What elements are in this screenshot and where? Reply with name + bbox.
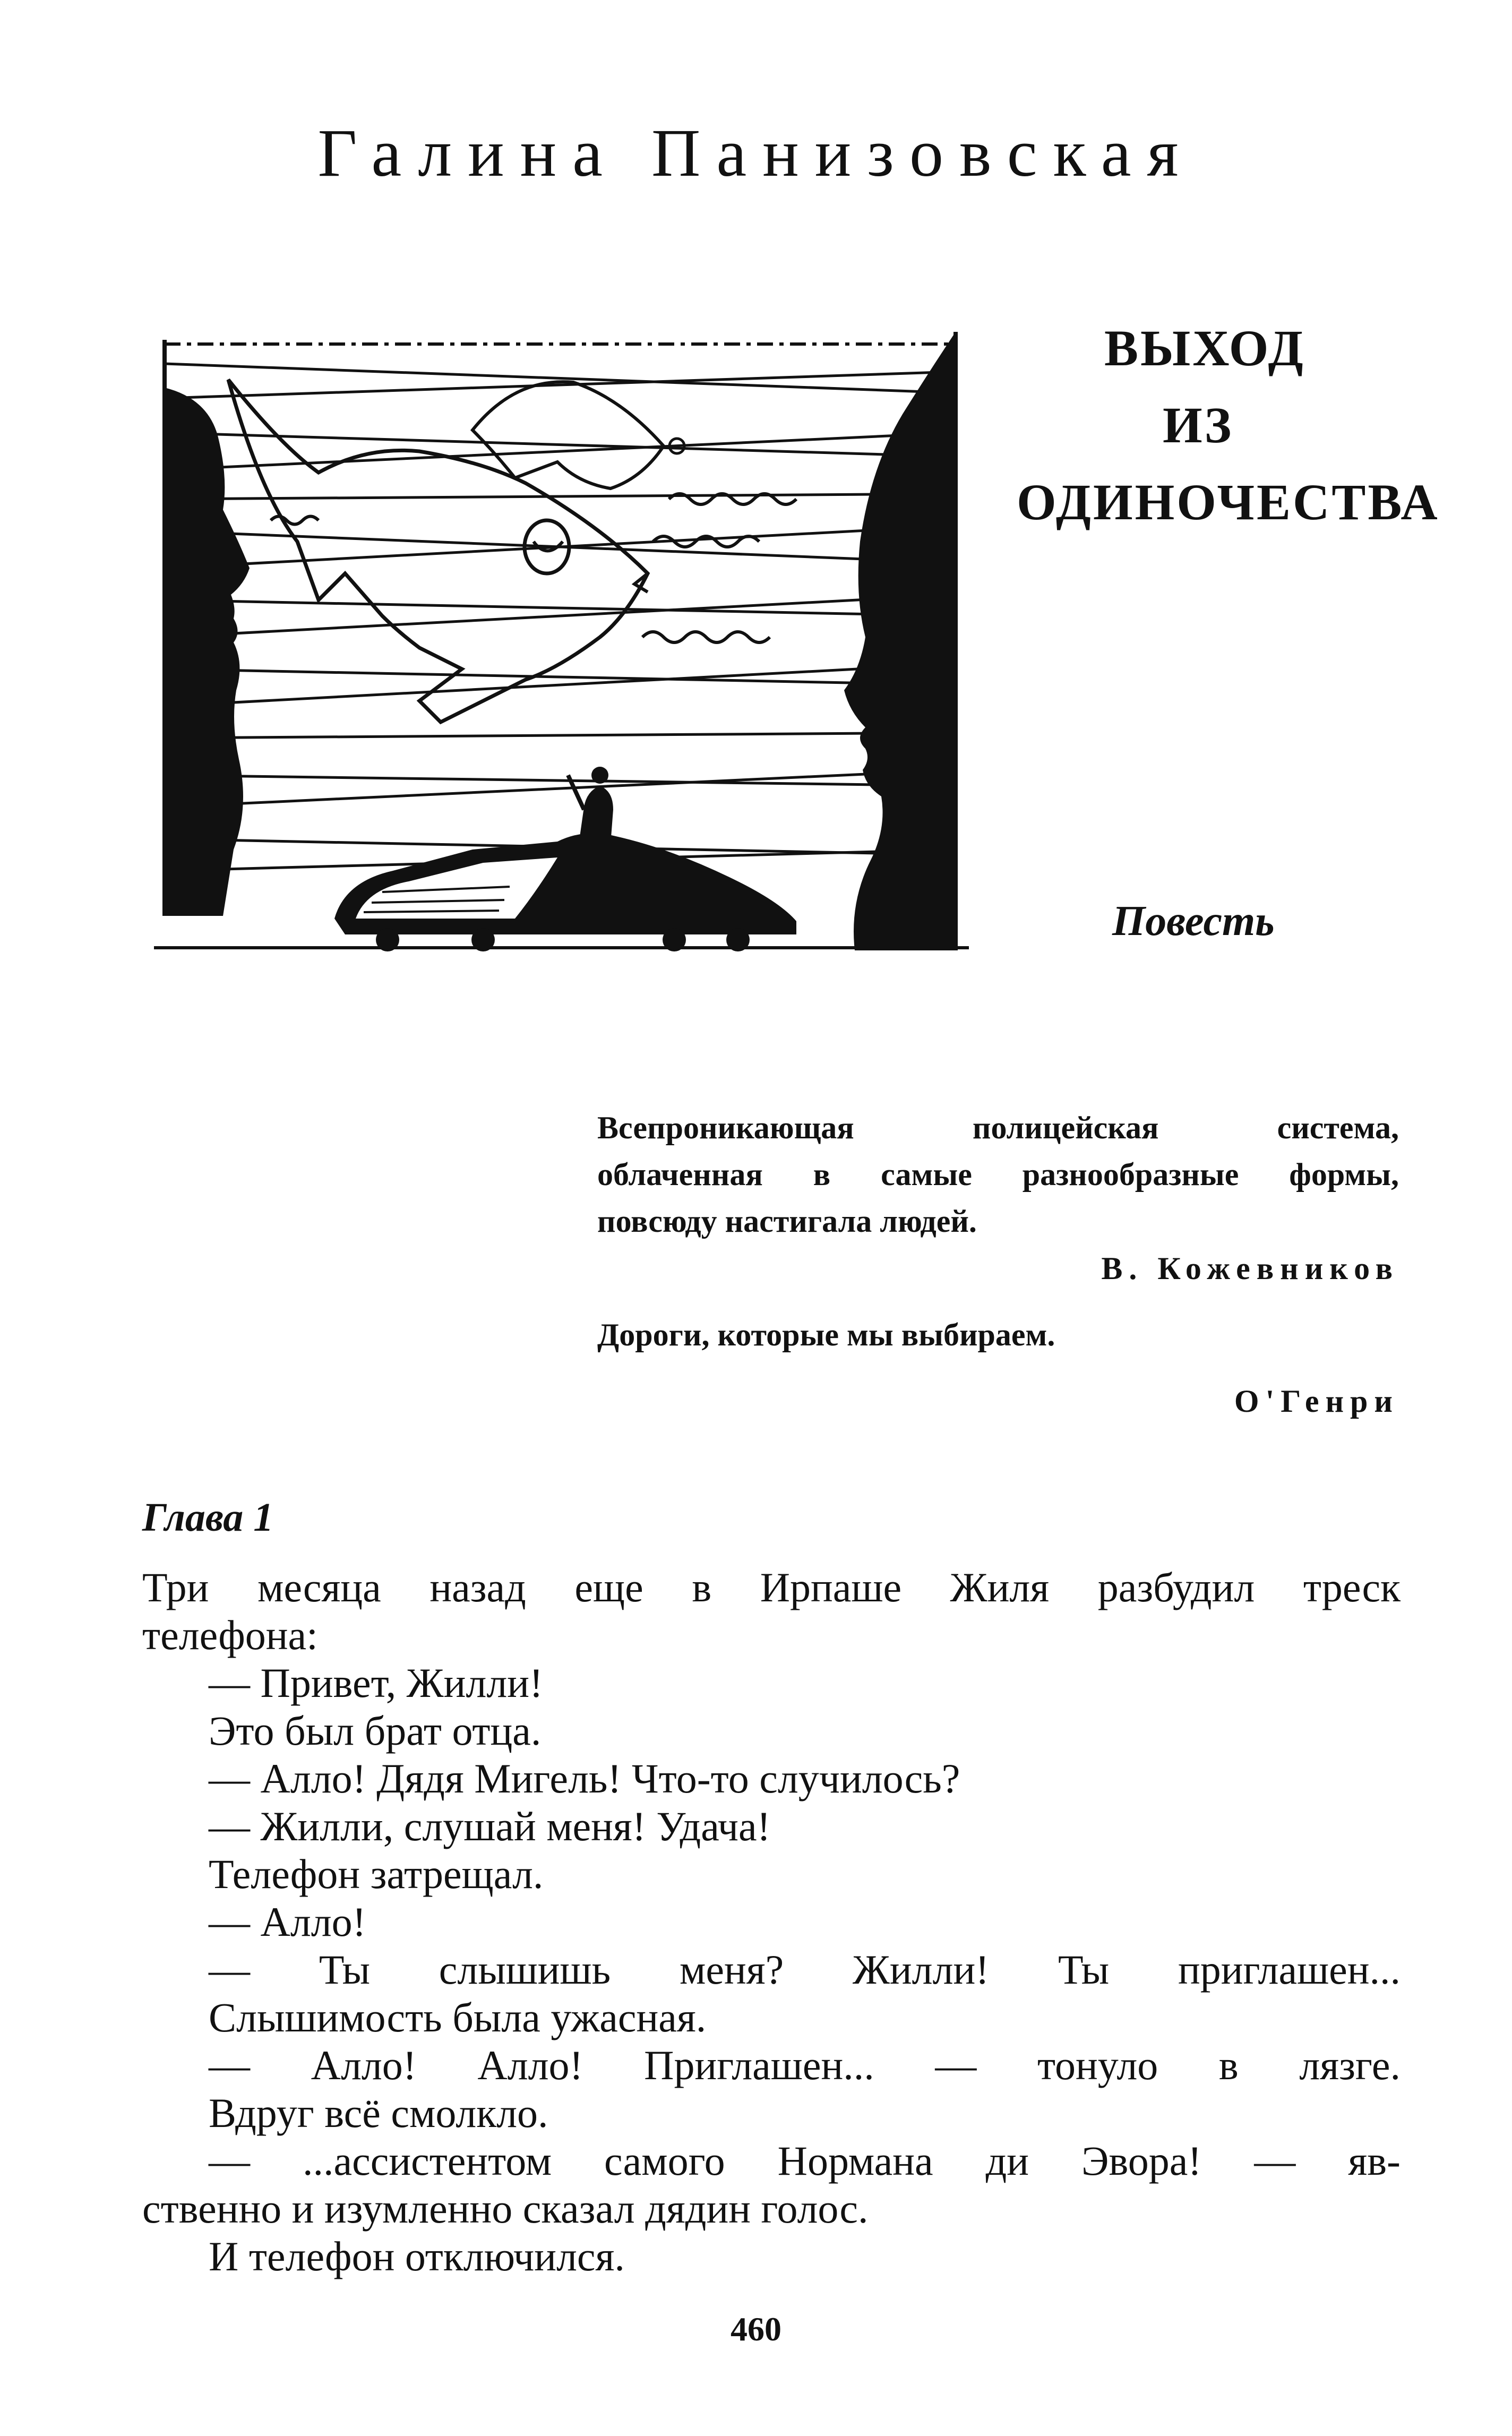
epigraph-2 [597,1311,1055,1358]
illustration-profiles-fish-car-icon [143,319,972,956]
text-line: Три месяца назад еще в Ирпаше Жиля разбудил треск [142,1564,1401,1610]
epigraph-line: облаченная в самые разнообразные формы, [597,1157,1399,1192]
text-line: — Алло! Дядя Мигель! Что-то случилось? [209,1755,960,1802]
text-line: — Алло! [209,1899,366,1945]
text-line: И телефон отключился. [209,2233,625,2279]
page-number: 460 [731,2310,781,2348]
author-name: Галина Панизовская [317,115,1195,191]
chapter-heading: Глава 1 [142,1495,274,1540]
epigraph-1 [597,1104,1399,1245]
text-line: телефона: [142,1612,318,1658]
text-line: — Привет, Жилли! [209,1660,543,1706]
text-line: Это был брат отца. [209,1708,542,1754]
text-line: — Ты слышишь меня? Жилли! Ты приглашен... [209,1946,1401,1993]
title-line-1: ВЫХОД [1104,320,1305,376]
text-line: Слышимость была ужасная. [209,1994,707,2040]
text-line: — Алло! Алло! Приглашен... — тонуло в лязге. [209,2042,1401,2088]
text-line: ственно и изумленно сказал дядин голос. [142,2185,869,2232]
title-line-2: ИЗ [1163,397,1234,453]
epigraph-line: Всепроникающая полицейская система, [597,1110,1399,1145]
text-line: — Жилли, слушай меня! Удача! [209,1803,771,1849]
epigraph-2-author: О'Генри [1234,1384,1399,1419]
body-text [142,1564,1401,2280]
epigraph-line: Дороги, которые мы выбираем. [597,1317,1055,1352]
genre-label: Повесть [1112,898,1275,945]
text-line: Телефон затрещал. [209,1851,544,1897]
epigraph-1-author: В. Кожевников [1101,1251,1399,1286]
epigraph-line: повсюду настигала людей. [597,1204,977,1239]
text-line: Вдруг всё смолкло. [209,2090,548,2136]
title-line-3: ОДИНОЧЕСТВА [1017,474,1440,530]
text-line: — ...ассистентом самого Нормана ди Эвора! — яв- [209,2138,1401,2184]
